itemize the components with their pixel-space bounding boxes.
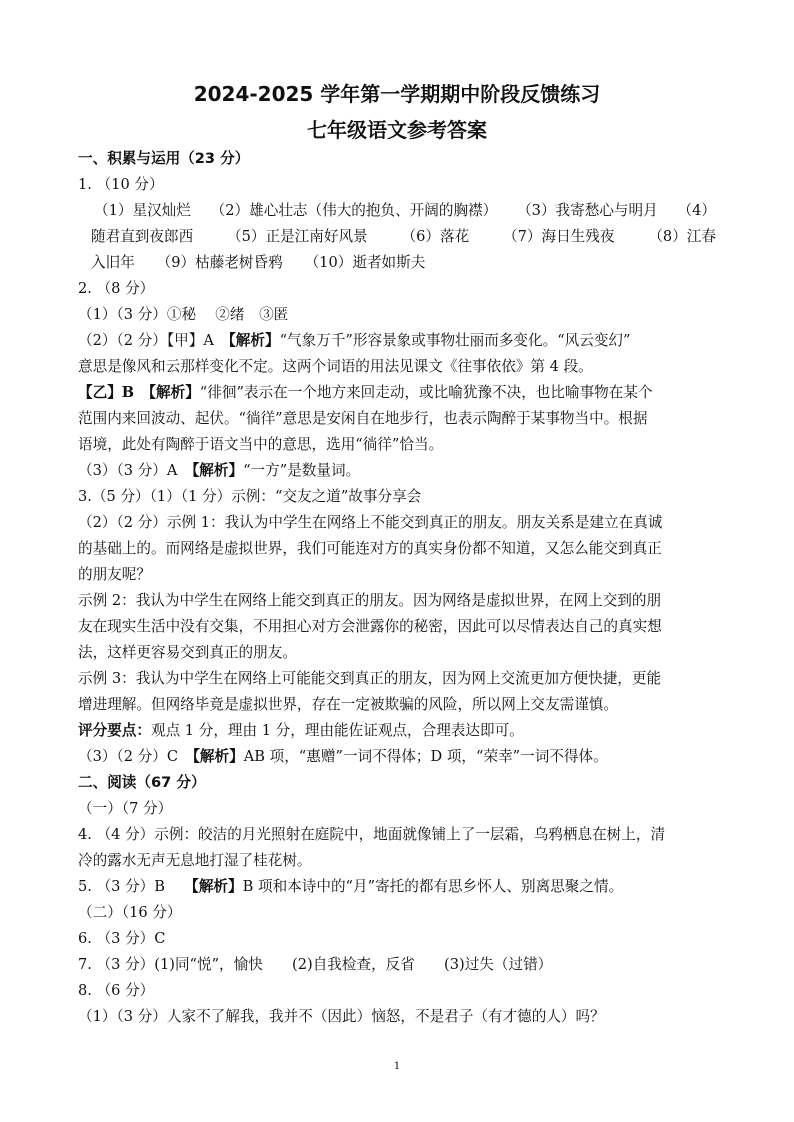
q3-ex2-line1: 示例 2：我认为中学生在网络上能交到真正的朋友。因为网络是虚拟世界，在网上交到的朋 — [78, 592, 662, 609]
q2-yi-line3: 语境，此处有陶醉于语文当中的意思，选用“徜徉”恰当。 — [78, 436, 444, 453]
q1-ans-4: 随君直到夜郎西 — [91, 228, 194, 245]
part2-label: （二）（16 分） — [78, 904, 182, 921]
q1-ans-5: （5）正是江南好风景 — [227, 228, 368, 245]
q5-analysis-tag: 【解析】 — [184, 878, 243, 895]
page-number: 1 — [393, 1061, 401, 1072]
q3-ex1-line2: 的基础上的。而网络是虚拟世界，我们可能连对方的真实身份都不知道，又怎么能交到真正 — [78, 540, 662, 557]
q7: 7. （3 分）(1)同“悦”，愉快 (2)自我检查，反省 (3)过失（过错） — [78, 956, 553, 973]
q2-yi-line2: 范围内来回波动、起伏。“徜徉”意思是安闲自在地步行，也表示陶醉于某事物当中。根据 — [78, 410, 648, 427]
q1-ans-3: （3）我寄愁心与明月 — [517, 202, 658, 219]
q3-part3-text: AB 项，“惠赠”一词不得体；D 项，“荣幸”一词不得体。 — [243, 748, 608, 765]
q1-ans-4-label: （4） — [677, 202, 716, 219]
q2-part2-prefix: （2）（2 分）【甲】A — [78, 332, 229, 349]
q2-yi — [78, 383, 653, 403]
q2-part3-prefix: （3）（3 分）A — [78, 462, 193, 479]
document-title: 2024-2025 学年第一学期期中阶段反馈练习 — [193, 82, 601, 106]
q3-scoring-tag: 评分要点： — [78, 722, 151, 739]
q3-ex2-line2: 友在现实生活中没有交集，不用担心对方会泄露你的秘密，因此可以尽情表达自己的真实想 — [78, 618, 662, 635]
section2-heading: 二、阅读（67 分） — [78, 774, 206, 791]
q2-part2-analysis-tag: 【解析】 — [228, 332, 280, 349]
q2-part2 — [78, 331, 631, 351]
q3-part3-analysis-tag: 【解析】 — [192, 748, 244, 765]
q1-ans-2: （2）雄心壮志（伟大的抱负、开阔的胸襟） — [210, 202, 498, 219]
q4-line2: 冷的露水无声无息地打湿了桂花树。 — [78, 852, 312, 869]
q8-part1: （1）（3 分）人家不了解我，我并不（因此）恼怒，不是君子（有才德的人）吗？ — [78, 1008, 605, 1025]
q1-ans-6: （6）落花 — [401, 228, 470, 245]
document-subtitle: 七年级语文参考答案 — [307, 118, 487, 142]
q1-ans-1: （1）星汉灿烂 — [94, 202, 191, 219]
q2-part2-text: “气象万千”形容景象或事物壮丽而多变化。“风云变幻” — [279, 332, 631, 349]
q3-line1: 3.（5 分）（1）（1 分）示例：“交友之道”故事分享会 — [78, 488, 422, 505]
q2-part3-text: “一方”是数量词。 — [243, 462, 361, 479]
q2-part2-line2: 意思是像风和云那样变化不定。这两个词语的用法见课文《往事依依》第 4 段。 — [78, 358, 593, 375]
q1-ans-8: （8）江春 — [648, 228, 716, 245]
q5-text: B 项和本诗中的“月”寄托的都有思乡怀人、别离思聚之情。 — [242, 878, 624, 895]
q1-label: 1. （10 分） — [78, 176, 164, 193]
q1-row1 — [94, 201, 716, 221]
q3-ex3-line2: 增进理解。但网络毕竟是虚拟世界，存在一定被欺骗的风险，所以网上交友需谨慎。 — [78, 696, 618, 713]
q2-part1: （1）（3 分）①秘 ②绪 ③匿 — [78, 306, 289, 323]
section1-heading: 一、积累与运用（23 分） — [78, 150, 250, 167]
q2-part3-analysis-tag: 【解析】 — [192, 462, 244, 479]
q5 — [78, 877, 623, 897]
q3-ex2-line3: 法，这样更容易交到真正的朋友。 — [78, 644, 297, 661]
q2-yi-prefix: 【乙】B — [78, 384, 149, 401]
part1-label: （一）（7 分） — [78, 800, 173, 817]
q2-part3 — [78, 461, 360, 481]
q8-label: 8. （6 分） — [78, 982, 155, 999]
q1-ans-7: （7）海日生残夜 — [503, 228, 615, 245]
q5-prefix: 5. （3 分）B — [78, 878, 185, 895]
q3-ex1-line3: 的朋友呢？ — [78, 566, 151, 583]
q3-part3-prefix: （3）（2 分）C — [78, 748, 193, 765]
q1-row3: 入旧年 （9）枯藤老树昏鸦 （10）逝者如斯夫 — [91, 254, 426, 271]
q4-line1: 4. （4 分）示例：皎洁的月光照射在庭院中，地面就像铺上了一层霜，乌鸦栖息在树上，清 — [78, 826, 666, 843]
q3-part3 — [78, 747, 608, 767]
q2-yi-text: “徘徊”表示在一个地方来回走动，或比喻犹豫不决，也比喻事物在某个 — [199, 384, 653, 401]
q3-scoring-text: 观点 1 分，理由 1 分，理由能佐证观点，合理表达即可。 — [150, 722, 524, 739]
q3-scoring — [78, 721, 524, 741]
q6: 6. （3 分）C — [78, 930, 166, 947]
q2-label: 2. （8 分） — [78, 280, 155, 297]
q3-ex3-line1: 示例 3：我认为中学生在网络上可能能交到真正的朋友，因为网上交流更加方便快捷，更能 — [78, 670, 662, 687]
q3-ex1-line1: （2）（2 分）示例 1：我认为中学生在网络上不能交到真正的朋友。朋友关系是建立在真诚 — [78, 514, 663, 531]
q2-yi-analysis-tag: 【解析】 — [148, 384, 200, 401]
q1-row2 — [91, 227, 716, 247]
